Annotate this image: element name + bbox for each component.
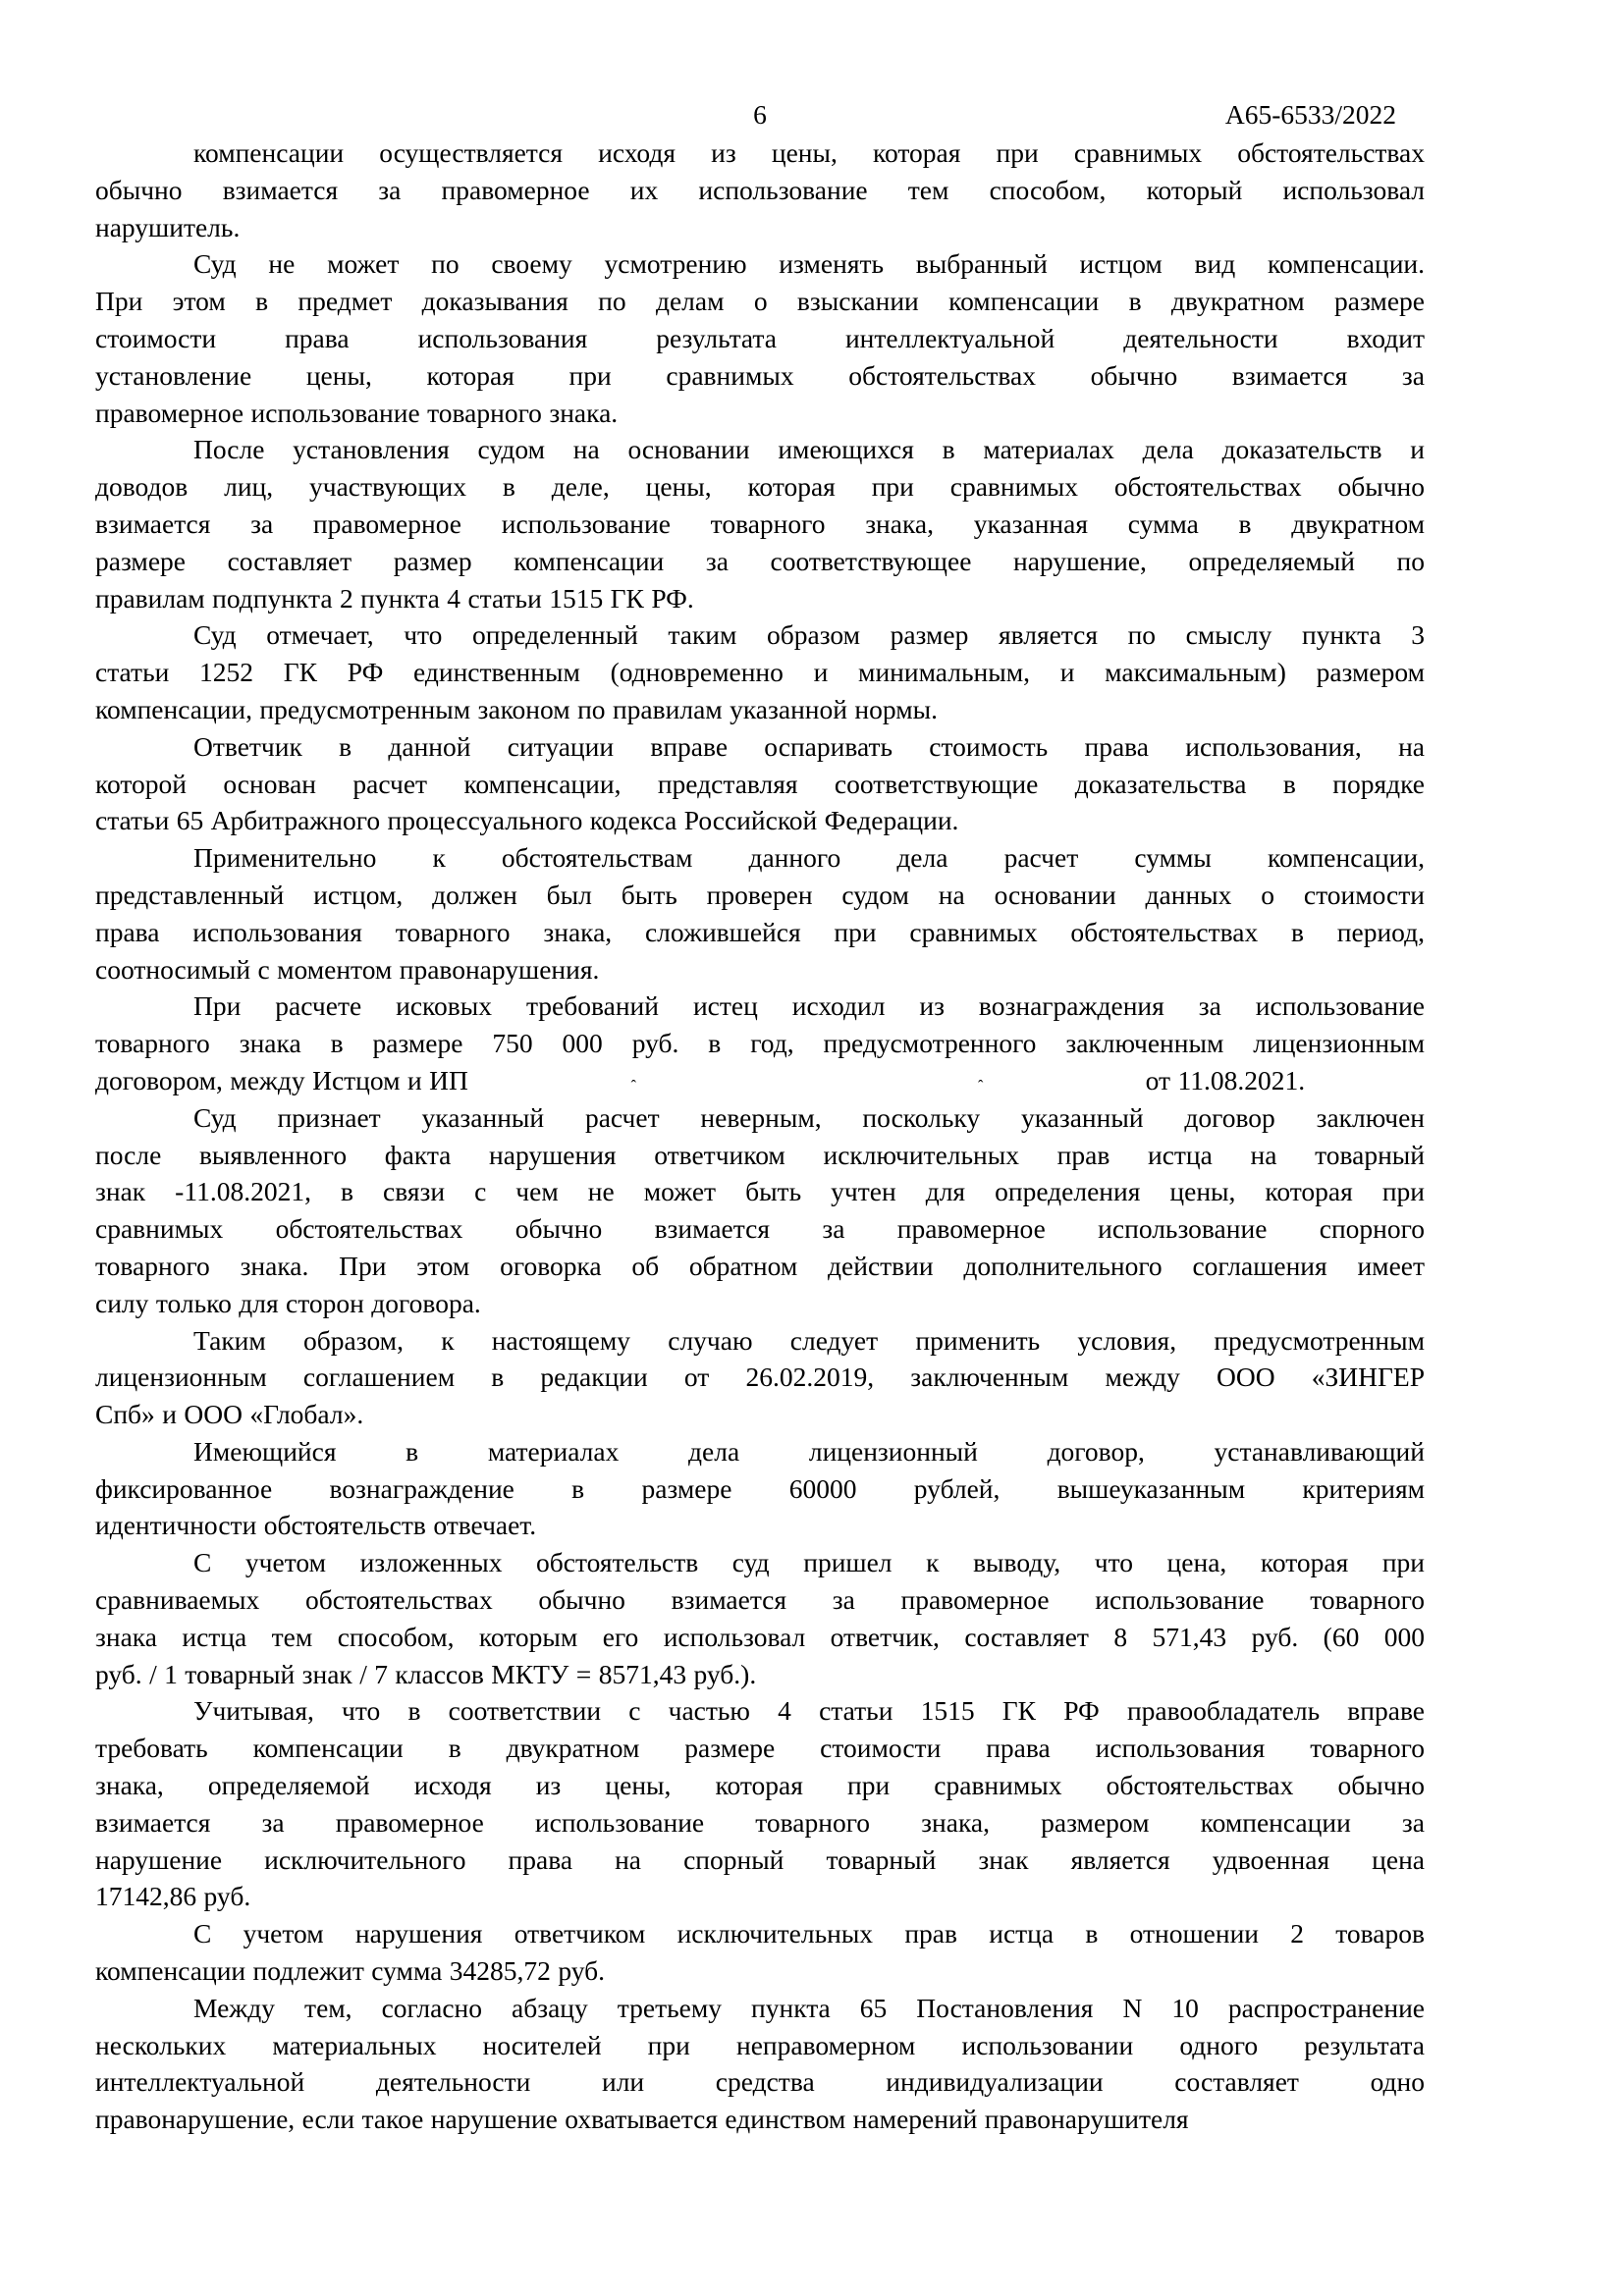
text-line: Суд отмечает, что определенный таким образом размер является по смыслу пункта 3 [193,619,1425,651]
paragraph [95,1915,1425,1990]
case-number: А65-6533/2022 [1224,99,1396,130]
text-line: компенсации подлежит сумма 34285,72 руб. [95,1955,605,1987]
text-line: статьи 1252 ГК РФ единственным (одновременно и минимальным, и максимальным) размером [95,657,1425,688]
text-line: Суд не может по своему усмотрению изменять выбранный истцом вид компенсации. [193,248,1425,280]
text-line: правомерное использование товарного знака. [95,397,619,428]
paragraph [95,431,1425,616]
text-line: знак -11.08.2021, в связи с чем не может быть учтен для определения цены, которая при [95,1176,1425,1207]
text-line: фиксированное вознаграждение в размере 60000 рублей, вышеуказанным критериям [95,1472,1425,1504]
text-line: нескольких материальных носителей при неправомерном использовании одного результата [95,2029,1425,2060]
text-line: правилам подпункта 2 пункта 4 статьи 1515 ГК РФ. [95,582,694,614]
redacted-line-right-text: от 11.08.2021. [1145,1064,1306,1095]
text-line: Учитывая, что в соответствии с частью 4 статьи 1515 ГК РФ правообладатель вправе [193,1695,1425,1727]
text-line: требовать компенсации в двукратном размере стоимости права использования товарного [95,1733,1425,1764]
paragraph [95,616,1425,727]
text-line: нарушение исключительного права на спорный товарный знак является удвоенная цена [95,1843,1425,1875]
page-number: 6 [753,99,767,130]
text-line: взимается за правомерное использование товарного знака, указанная сумма в двукратном [95,507,1425,539]
text-line: Спб» и ООО «Глобал». [95,1399,364,1430]
text-line: При этом в предмет доказывания по делам о взыскании компенсации в двукратном размере [95,286,1425,317]
text-line: представленный истцом, должен был быть проверен судом на основании данных о стоимости [95,879,1425,910]
text-line: лицензионным соглашением в редакции от 26.02.2019, заключенным между ООО «ЗИНГЕР [95,1362,1425,1393]
text-line: компенсации осуществляется исходя из цены, которая при сравнимых обстоятельствах [193,137,1425,168]
text-line: взимается за правомерное использование товарного знака, размером компенсации за [95,1806,1425,1838]
text-line: силу только для сторон договора. [95,1287,481,1318]
text-line: С учетом нарушения ответчиком исключительных прав истца в отношении 2 товаров [193,1918,1425,1949]
text-line: При расчете исковых требований истец исходил из вознаграждения за использование [193,990,1425,1022]
paragraph [95,728,1425,839]
paragraph [95,1322,1425,1433]
text-line: статьи 65 Арбитражного процессуального кодекса Российской Федерации. [95,805,959,836]
text-line: интеллектуальной деятельности или средства индивидуализации составляет одно [95,2066,1425,2098]
text-line: знака, определяемой исходя из цены, которая при сравнимых обстоятельствах обычно [95,1770,1425,1801]
text-line: Применительно к обстоятельствам данного дела расчет суммы компенсации, [193,842,1425,874]
text-line: соотносимый с моментом правонарушения. [95,953,600,985]
redaction-mark-icon: ˆ [978,1077,984,1095]
text-line: компенсации, предусмотренным законом по правилам указанной нормы. [95,693,938,724]
text-line: После установления судом на основании имеющихся в материалах дела доказательств и [193,434,1425,465]
paragraph [95,1990,1425,2138]
text-line: Суд признает указанный расчет неверным, поскольку указанный договор заключен [193,1101,1425,1133]
text-line: стоимости права использования результата интеллектуальной деятельности входит [95,322,1425,353]
text-line: нарушитель. [95,211,241,242]
text-line: знака истца тем способом, которым его использовал ответчик, составляет 8 571,43 руб. (60 000 [95,1621,1425,1652]
paragraph [95,1692,1425,1915]
text-line: товарного знака. При этом оговорка об обратном действии дополнительного соглашения имеет [95,1250,1425,1281]
text-line: Таким образом, к настоящему случаю следует применить условия, предусмотренным [193,1324,1425,1356]
paragraph [95,839,1425,988]
paragraph [95,1544,1425,1692]
text-line: права использования товарного знака, сложившейся при сравнимых обстоятельствах в период, [95,916,1425,947]
text-line: правонарушение, если такое нарушение охватывается единством намерений правонарушителя [95,2104,1189,2135]
text-line: С учетом изложенных обстоятельств суд пришел к выводу, что цена, которая при [193,1547,1425,1578]
text-line: 17142,86 руб. [95,1881,251,1912]
redacted-line-left-text: договором, между Истцом и ИП [95,1064,468,1095]
paragraph [95,1099,1425,1322]
paragraph [95,988,1425,1098]
text-line: руб. / 1 товарный знак / 7 классов МКТУ = 8571,43 руб.). [95,1658,757,1689]
text-line: после выявленного факта нарушения ответчиком исключительных прав истца на товарный [95,1139,1425,1170]
page-header [95,96,1425,133]
text-line: Имеющийся в материалах дела лицензионный договор, устанавливающий [193,1435,1425,1467]
text-line: которой основан расчет компенсации, представляя соответствующие доказательства в порядке [95,768,1425,799]
text-line: установление цены, которая при сравнимых обстоятельствах обычно взимается за [95,359,1425,391]
document-body [95,134,1425,2138]
text-line: обычно взимается за правомерное их использование тем способом, который использовал [95,174,1425,205]
text-line: Ответчик в данной ситуации вправе оспаривать стоимость права использования, на [193,730,1425,762]
text-line: сравнимых обстоятельствах обычно взимается за правомерное использование спорного [95,1213,1425,1245]
text-line: сравниваемых обстоятельствах обычно взимается за правомерное использование товарного [95,1584,1425,1616]
redaction-mark-icon: ˆ [630,1077,636,1095]
text-line: размере составляет размер компенсации за соответствующее нарушение, определяемый по [95,545,1425,576]
text-line [95,1062,1425,1099]
paragraph [95,245,1425,431]
paragraph [95,1433,1425,1544]
paragraph [95,134,1425,245]
text-line: товарного знака в размере 750 000 руб. в год, предусмотренного заключенным лицензионным [95,1028,1425,1059]
text-line: идентичности обстоятельств отвечает. [95,1510,537,1541]
text-line: Между тем, согласно абзацу третьему пункта 65 Постановления N 10 распространение [193,1992,1425,2023]
text-line: доводов лиц, участвующих в деле, цены, которая при сравнимых обстоятельствах обычно [95,471,1425,503]
